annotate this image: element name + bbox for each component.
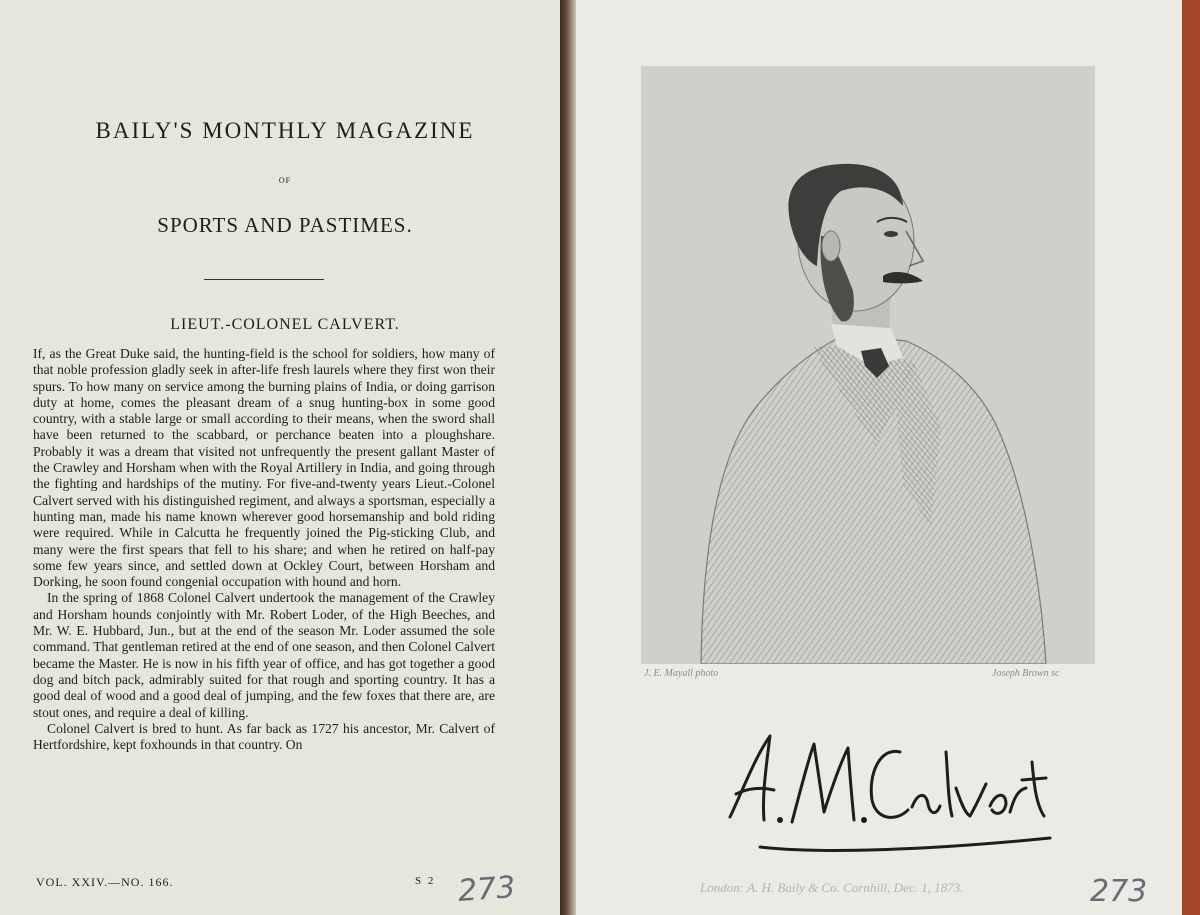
magazine-title: BAILY'S MONTHLY MAGAZINE [95, 118, 475, 143]
magazine-subtitle: SPORTS AND PASTIMES. [157, 213, 413, 237]
article-paragraph-1: If, as the Great Duke said, the hunting-field is the school for soldiers, how many of that noble profession gladly seek in after-life fresh laurels where they first won their spurs. To how many on service among the burning plains of India, or doing garrison duty at home, comes the pleasant dream of a snug hunting-box in some good country, with a stable large or small according to their means, when the sword shall have been returned to the scabbard, or perchance beaten into a ploughshare. Probably it was a dream that visited not unfrequently the present gallant Master of the Crawley and Horsham when with the Royal Artillery in India, and going through the fighting and hardships of the mutiny. For five-and-twenty years Lieut.-Colonel Calvert served with his distinguished regiment, and always a sportsman, especially a hunting man, made his name known wherever good horsemanship and bold riding were required. While in Calcutta he frequently joined the Pig-sticking Club, and many were the first spears that fell to his share; and when he retired on half-pay some few years since, and settled down at Ockley Court, between Horsham and Dorking, he soon found congenial occupation with hound and horn. [33, 346, 495, 590]
pencil-page-number-right: 273 [1090, 874, 1148, 909]
article-paragraph-3: Colonel Calvert is bred to hunt. As far back as 1727 his ancestor, Mr. Calvert of Hertfordshire, kept foxhounds in that country. On [33, 720, 495, 753]
article-body [33, 346, 495, 753]
calvert-signature [700, 722, 1060, 872]
portrait-illustration [641, 66, 1095, 664]
red-backing-edge [1182, 0, 1200, 915]
portrait-engraving [641, 66, 1095, 664]
engraver-credit: Joseph Brown sc [992, 668, 1060, 679]
article-title: LIEUT.-COLONEL CALVERT. [170, 316, 400, 333]
volume-footer: VOL. XXIV.—NO. 166. [36, 875, 174, 889]
pencil-page-number-left: 273 [456, 870, 517, 909]
photo-credit: J. E. Mayall photo [644, 668, 719, 679]
article-paragraph-2: In the spring of 1868 Colonel Calvert undertook the management of the Crawley and Horsham hounds conjointly with Mr. Robert Loder, of the High Beeches, and Mr. W. E. Hubbard, Jun., but at the end of the season Mr. Loder assumed the sole command. That gentleman retired at the end of one season, and then Colonel Calvert became the Master. He is now in his fifth year of office, and has got together a good dog and bitch pack, admirably suited for that rough and sporting country. It has a good deal of wood and a good deal of jumping, and the few foxes that there are, are stout ones, and require a deal of killing. [33, 590, 495, 720]
magazine-title-of: OF [278, 176, 292, 185]
signature-mark: S 2 [415, 875, 436, 887]
book-gutter [560, 0, 576, 915]
left-page [0, 0, 560, 915]
publisher-line: London: A. H. Baily & Co. Cornhill, Dec. 1, 1873. [700, 880, 964, 895]
title-divider [204, 279, 324, 280]
